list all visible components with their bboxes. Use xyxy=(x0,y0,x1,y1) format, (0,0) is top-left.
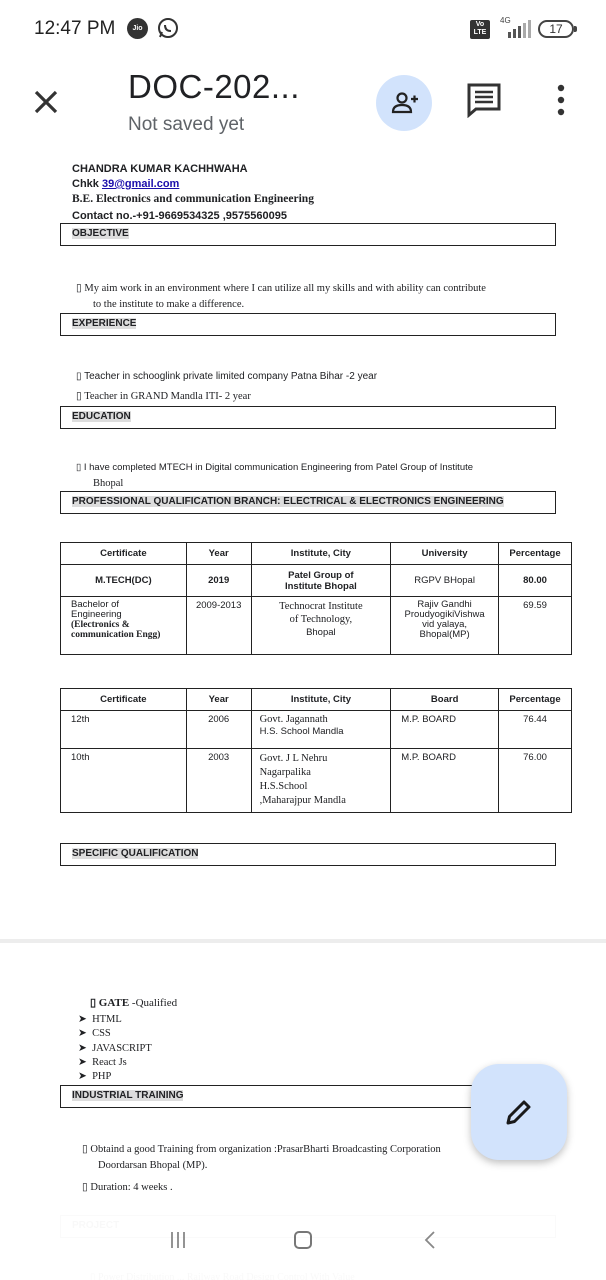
battery-icon: 17 xyxy=(538,20,574,38)
higher-education-table xyxy=(60,542,572,655)
list-item: ➤ HTML xyxy=(78,1014,122,1025)
list-item: ➤ PHP xyxy=(78,1071,112,1083)
comment-icon[interactable] xyxy=(466,82,502,123)
edit-button[interactable] xyxy=(471,1064,567,1160)
objective-text-1: ▯ My aim work in an environment where I can utilize all my skills and with ability can contribute xyxy=(76,283,486,294)
pencil-icon xyxy=(503,1096,535,1128)
school-education-table xyxy=(60,688,572,813)
experience-heading: EXPERIENCE xyxy=(60,313,556,336)
close-icon[interactable] xyxy=(30,86,62,118)
list-item: ➤ CSS xyxy=(78,1028,111,1040)
table-header-row: Certificate Year Institute, City Board Percentage xyxy=(61,689,572,711)
document-title: DOC-202... xyxy=(128,68,300,105)
more-options-icon[interactable] xyxy=(556,84,566,121)
gate-line: ▯ GATE -Qualified xyxy=(90,997,178,1009)
table-row: 10th 2003 Govt. J L Nehru Nagarpalika H.S.School ,Maharajpur Mandla M.P. BOARD 76.00 xyxy=(61,749,572,813)
signal-icon xyxy=(498,20,532,43)
document-canvas[interactable] xyxy=(0,158,606,1198)
table-row: Bachelor of Engineering (Electronics & communication Engg) 2009-2013 Technocrat Institute of Technology, Bhopal Rajiv Gandhi ProudyogikiVishwa vid yalaya, Bhopal(MP) 69.59 xyxy=(61,597,572,655)
jio-icon: Jio xyxy=(127,18,148,39)
table-row: 12th 2006 Govt. Jagannath H.S. School Mandla M.P. BOARD 76.44 xyxy=(61,711,572,749)
education-text-1: ▯ I have completed MTECH in Digital communication Engineering from Patel Group of Institute xyxy=(76,462,474,473)
page-break xyxy=(0,939,606,943)
training-text-1: ▯ Obtaind a good Training from organization :PrasarBharti Broadcasting Corporation xyxy=(82,1144,441,1155)
email-prefix: Chkk xyxy=(72,178,102,190)
specific-qualification-heading: SPECIFIC QUALIFICATION xyxy=(60,843,556,866)
table-header-row: Certificate Year Institute, City University Percentage xyxy=(61,543,572,565)
degree-line: B.E. Electronics and communication Engineering xyxy=(72,193,314,205)
share-button[interactable] xyxy=(376,75,432,131)
status-bar xyxy=(0,0,606,58)
clock: 12:47 PM xyxy=(34,18,116,39)
objective-text-2: to the institute to make a difference. xyxy=(93,299,245,310)
list-item: ➤ JAVASCRIPT xyxy=(78,1042,152,1054)
candidate-name: CHANDRA KUMAR KACHHWAHA xyxy=(72,163,248,175)
network-type: 4G xyxy=(500,16,511,25)
education-heading: EDUCATION xyxy=(60,406,556,429)
experience-item-1: ▯ Teacher in schooglink private limited company Patna Bihar -2 year xyxy=(76,371,378,382)
home-icon[interactable] xyxy=(294,1231,312,1249)
system-nav-bar xyxy=(0,1200,606,1280)
back-icon[interactable] xyxy=(423,1230,437,1255)
skills-list xyxy=(78,1013,152,1084)
email-line xyxy=(72,178,179,190)
save-status: Not saved yet xyxy=(128,114,245,135)
recents-icon[interactable] xyxy=(170,1230,186,1255)
contact-line: Contact no.-+91-9669534325 ,9575560095 xyxy=(72,210,287,222)
list-item: ➤ React Js xyxy=(78,1056,127,1068)
app-bar xyxy=(0,58,606,158)
email-link[interactable]: 39@gmail.com xyxy=(101,178,180,190)
education-text-2: Bhopal xyxy=(93,478,124,489)
add-person-icon xyxy=(390,89,418,117)
volte-icon: Vo LTE xyxy=(470,20,490,39)
training-text-2: Doordarsan Bhopal (MP). xyxy=(98,1160,208,1171)
industrial-training-heading: INDUSTRIAL TRAINING xyxy=(60,1085,556,1108)
objective-heading: OBJECTIVE xyxy=(60,223,556,246)
training-duration: ▯ Duration: 4 weeks . xyxy=(82,1182,173,1193)
whatsapp-icon xyxy=(157,17,179,44)
table-row: M.TECH(DC) 2019 Patel Group of Institute Bhopal RGPV BHopal 80.00 xyxy=(61,565,572,597)
experience-item-2: ▯ Teacher in GRAND Mandla ITI- 2 year xyxy=(76,391,251,402)
professional-heading: PROFESSIONAL QUALIFICATION BRANCH: ELECTRICAL & ELECTRONICS ENGINEERING xyxy=(60,491,556,514)
